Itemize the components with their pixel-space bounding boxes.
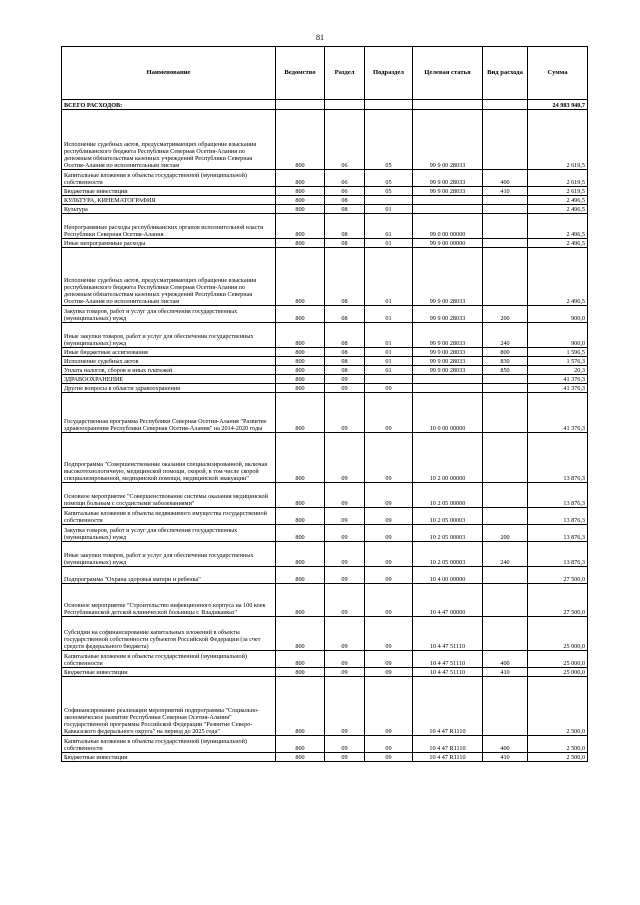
cell-target-article: 99 9 00 00000 — [413, 239, 483, 248]
cell-razdel: 08 — [325, 323, 365, 348]
cell-target-article — [413, 205, 483, 214]
cell-razdel — [325, 100, 365, 110]
table-row — [62, 323, 588, 348]
cell-target-article: 99 9 00 28033 — [413, 110, 483, 170]
cell-expense-type — [483, 214, 528, 239]
cell-target-article — [413, 100, 483, 110]
cell-name: Непрограммные расходы республиканских органов исполнительной власти Республики Северная Осетия-Алания — [62, 214, 276, 239]
table-row — [62, 483, 588, 508]
cell-vedomstvo: 800 — [276, 239, 325, 248]
cell-name: Основное мероприятие "Совершенствование системы оказания медицинской помощи больным с сосудистыми заболеваниями" — [62, 483, 276, 508]
cell-expense-type — [483, 677, 528, 736]
table-row — [62, 508, 588, 525]
cell-name: Софинансирование реализации мероприятий подпрограммы "Социально-экономическое развитие Республики Северная Осетия-Алания" государственной программы Российской Федерации "Развитие Северо-Кавказского федерального округа" на период до 2025 года" — [62, 677, 276, 736]
cell-target-article: 99 9 00 28033 — [413, 323, 483, 348]
table-row — [62, 584, 588, 617]
header-target-article: Целевая статья — [413, 47, 483, 100]
cell-podrazdel: 01 — [365, 214, 413, 239]
cell-podrazdel: 01 — [365, 306, 413, 323]
budget-table — [61, 46, 588, 762]
cell-expense-type — [483, 110, 528, 170]
cell-vedomstvo: 800 — [276, 677, 325, 736]
header-razdel: Раздел — [325, 47, 365, 100]
cell-razdel: 09 — [325, 384, 365, 393]
table-row — [62, 753, 588, 762]
cell-vedomstvo: 800 — [276, 753, 325, 762]
cell-podrazdel: 09 — [365, 393, 413, 433]
cell-expense-type — [483, 567, 528, 584]
table-row — [62, 366, 588, 375]
cell-razdel: 06 — [325, 170, 365, 187]
cell-expense-type — [483, 617, 528, 651]
cell-target-article: 99 9 00 28033 — [413, 248, 483, 306]
cell-razdel: 09 — [325, 525, 365, 542]
page-number: 81 — [316, 33, 324, 42]
cell-razdel: 08 — [325, 196, 365, 205]
cell-vedomstvo: 800 — [276, 393, 325, 433]
cell-expense-type — [483, 205, 528, 214]
header-vedomstvo: Ведомство — [276, 47, 325, 100]
cell-podrazdel: 01 — [365, 239, 413, 248]
cell-target-article: 10 4 47 R1110 — [413, 736, 483, 753]
cell-sum: 41 376,3 — [528, 384, 588, 393]
table-row — [62, 393, 588, 433]
cell-vedomstvo: 800 — [276, 214, 325, 239]
cell-vedomstvo: 800 — [276, 617, 325, 651]
cell-razdel: 09 — [325, 393, 365, 433]
cell-name: Закупка товаров, работ и услуг для обеспечения государственных (муниципальных) нужд — [62, 525, 276, 542]
table-row — [62, 617, 588, 651]
cell-name: Культура — [62, 205, 276, 214]
cell-expense-type — [483, 584, 528, 617]
table-row — [62, 357, 588, 366]
cell-vedomstvo: 800 — [276, 375, 325, 384]
table-row — [62, 205, 588, 214]
cell-sum: 41 376,3 — [528, 375, 588, 384]
cell-podrazdel — [365, 196, 413, 205]
cell-expense-type — [483, 196, 528, 205]
cell-expense-type — [483, 100, 528, 110]
cell-razdel: 09 — [325, 617, 365, 651]
header-expense-type: Вид расхода — [483, 47, 528, 100]
table-row — [62, 248, 588, 306]
table-row — [62, 542, 588, 567]
cell-target-article: 10 4 47 R1110 — [413, 753, 483, 762]
cell-vedomstvo: 800 — [276, 651, 325, 668]
cell-target-article — [413, 375, 483, 384]
cell-target-article: 10 2 05 00003 — [413, 542, 483, 567]
cell-name: Подпрограмма "Совершенствование оказания специализированной, включая высокотехнологичную, медицинской помощи, скорой, в том числе скорой специализированной, медицинской помощи, медицинской эвакуации" — [62, 433, 276, 483]
cell-sum: 2 496,5 — [528, 248, 588, 306]
cell-razdel: 09 — [325, 753, 365, 762]
cell-podrazdel: 09 — [365, 677, 413, 736]
cell-name: Подпрограмма "Охрана здоровья матери и ребенка" — [62, 567, 276, 584]
cell-razdel: 09 — [325, 542, 365, 567]
cell-podrazdel: 01 — [365, 366, 413, 375]
cell-target-article: 99 9 00 28033 — [413, 366, 483, 375]
cell-sum: 2 496,5 — [528, 214, 588, 239]
table-row — [62, 196, 588, 205]
cell-name: Капитальные вложения в объекты недвижимого имущества государственной собственности — [62, 508, 276, 525]
cell-name: Уплата налогов, сборов и иных платежей — [62, 366, 276, 375]
cell-sum: 41 376,3 — [528, 393, 588, 433]
cell-sum: 2 496,5 — [528, 196, 588, 205]
table-row — [62, 736, 588, 753]
cell-razdel: 08 — [325, 348, 365, 357]
table-row — [62, 239, 588, 248]
table-row — [62, 651, 588, 668]
cell-target-article: 99 9 00 28033 — [413, 170, 483, 187]
cell-podrazdel: 09 — [365, 753, 413, 762]
header-sum: Сумма — [528, 47, 588, 100]
cell-target-article: 99 9 00 28033 — [413, 187, 483, 196]
cell-podrazdel — [365, 375, 413, 384]
cell-razdel: 09 — [325, 651, 365, 668]
table-row — [62, 567, 588, 584]
cell-sum: 13 876,3 — [528, 508, 588, 525]
cell-sum: 25 000,0 — [528, 668, 588, 677]
cell-target-article: 10 2 00 00000 — [413, 433, 483, 483]
cell-name: ВСЕГО РАСХОДОВ: — [62, 100, 276, 110]
cell-podrazdel: 01 — [365, 323, 413, 348]
cell-sum: 2 619,5 — [528, 170, 588, 187]
cell-razdel: 09 — [325, 584, 365, 617]
cell-name: Государственная программа Республики Северная Осетия-Алания "Развитие здравоохранения Республики Северная Осетия-Алания" на 2014-2020 годы — [62, 393, 276, 433]
cell-name: Капитальные вложения в объекты государственной (муниципальной) собственности — [62, 736, 276, 753]
cell-name: Закупка товаров, работ и услуг для обеспечения государственных (муниципальных) нужд — [62, 306, 276, 323]
cell-vedomstvo: 800 — [276, 567, 325, 584]
table-row — [62, 348, 588, 357]
cell-razdel: 09 — [325, 433, 365, 483]
cell-podrazdel: 05 — [365, 170, 413, 187]
cell-podrazdel: 09 — [365, 542, 413, 567]
cell-sum: 2 496,5 — [528, 205, 588, 214]
cell-vedomstvo: 800 — [276, 508, 325, 525]
cell-sum: 1 576,3 — [528, 357, 588, 366]
cell-expense-type: 200 — [483, 525, 528, 542]
cell-vedomstvo: 800 — [276, 584, 325, 617]
cell-name: Капитальные вложения в объекты государственной (муниципальной) собственности — [62, 170, 276, 187]
cell-podrazdel: 09 — [365, 508, 413, 525]
cell-vedomstvo: 800 — [276, 736, 325, 753]
cell-name: Исполнение судебных актов, предусматривающих обращение взыскания республиканского бюджета Республики Северная Осетия-Алания по денежным обязательствам казенных учреждений Республики Северная Осетия-Алания по исполнительным листам — [62, 110, 276, 170]
header-name: Наименование — [62, 47, 276, 100]
header-row — [62, 47, 588, 100]
cell-razdel: 09 — [325, 567, 365, 584]
cell-expense-type: 240 — [483, 542, 528, 567]
cell-target-article: 99 9 00 28033 — [413, 306, 483, 323]
cell-razdel: 09 — [325, 375, 365, 384]
cell-razdel: 09 — [325, 508, 365, 525]
table-row — [62, 187, 588, 196]
cell-expense-type — [483, 433, 528, 483]
cell-sum: 2 500,0 — [528, 677, 588, 736]
cell-name: Бюджетные инвестиции — [62, 668, 276, 677]
cell-vedomstvo: 800 — [276, 348, 325, 357]
cell-sum: 2 496,5 — [528, 239, 588, 248]
cell-vedomstvo: 800 — [276, 248, 325, 306]
cell-target-article: 10 2 05 00003 — [413, 525, 483, 542]
cell-sum: 2 500,0 — [528, 736, 588, 753]
cell-vedomstvo: 800 — [276, 525, 325, 542]
cell-name: Исполнение судебных актов — [62, 357, 276, 366]
cell-vedomstvo: 800 — [276, 384, 325, 393]
cell-podrazdel: 01 — [365, 348, 413, 357]
cell-name: Иные непрограммные расходы — [62, 239, 276, 248]
cell-vedomstvo: 800 — [276, 187, 325, 196]
table-row — [62, 384, 588, 393]
cell-razdel: 08 — [325, 306, 365, 323]
cell-vedomstvo: 800 — [276, 433, 325, 483]
cell-name: Бюджетные инвестиции — [62, 187, 276, 196]
cell-sum: 20,3 — [528, 366, 588, 375]
cell-podrazdel: 01 — [365, 248, 413, 306]
cell-vedomstvo: 800 — [276, 366, 325, 375]
cell-vedomstvo: 800 — [276, 306, 325, 323]
cell-razdel: 06 — [325, 187, 365, 196]
cell-expense-type: 410 — [483, 187, 528, 196]
cell-expense-type — [483, 483, 528, 508]
cell-expense-type — [483, 384, 528, 393]
cell-vedomstvo: 800 — [276, 323, 325, 348]
cell-razdel: 08 — [325, 214, 365, 239]
cell-name: КУЛЬТУРА, КИНЕМАТОГРАФИЯ — [62, 196, 276, 205]
cell-name: Иные бюджетные ассигнования — [62, 348, 276, 357]
header-podrazdel: Подраздел — [365, 47, 413, 100]
cell-target-article: 99 9 00 28033 — [413, 357, 483, 366]
cell-expense-type: 410 — [483, 668, 528, 677]
cell-podrazdel: 09 — [365, 617, 413, 651]
cell-razdel: 09 — [325, 483, 365, 508]
cell-expense-type: 400 — [483, 170, 528, 187]
cell-target-article: 10 4 47 51110 — [413, 617, 483, 651]
cell-sum: 25 000,0 — [528, 651, 588, 668]
cell-vedomstvo: 800 — [276, 357, 325, 366]
cell-podrazdel: 09 — [365, 584, 413, 617]
cell-podrazdel: 09 — [365, 384, 413, 393]
table-row — [62, 170, 588, 187]
cell-expense-type — [483, 248, 528, 306]
cell-expense-type: 850 — [483, 366, 528, 375]
table-row — [62, 375, 588, 384]
cell-expense-type: 400 — [483, 651, 528, 668]
table-row — [62, 214, 588, 239]
cell-expense-type — [483, 375, 528, 384]
cell-name: Другие вопросы в области здравоохранения — [62, 384, 276, 393]
cell-vedomstvo: 800 — [276, 483, 325, 508]
cell-sum: 1 596,5 — [528, 348, 588, 357]
cell-podrazdel: 09 — [365, 736, 413, 753]
cell-expense-type — [483, 239, 528, 248]
cell-expense-type — [483, 508, 528, 525]
cell-vedomstvo: 800 — [276, 196, 325, 205]
cell-target-article: 99 0 00 00000 — [413, 214, 483, 239]
cell-target-article: 99 9 00 28033 — [413, 348, 483, 357]
cell-name: Бюджетные инвестиции — [62, 753, 276, 762]
cell-expense-type — [483, 393, 528, 433]
cell-podrazdel: 09 — [365, 668, 413, 677]
table-row — [62, 100, 588, 110]
cell-target-article — [413, 196, 483, 205]
cell-podrazdel: 05 — [365, 110, 413, 170]
cell-sum: 13 876,3 — [528, 433, 588, 483]
cell-podrazdel — [365, 100, 413, 110]
cell-target-article: 10 4 00 00000 — [413, 567, 483, 584]
cell-target-article: 10 4 47 00000 — [413, 584, 483, 617]
cell-name: Иные закупки товаров, работ и услуг для обеспечения государственных (муниципальных) нужд — [62, 542, 276, 567]
cell-razdel: 08 — [325, 239, 365, 248]
cell-vedomstvo: 800 — [276, 205, 325, 214]
cell-sum: 2 619,5 — [528, 187, 588, 196]
table-row — [62, 525, 588, 542]
cell-target-article: 10 4 47 R1110 — [413, 677, 483, 736]
cell-sum: 13 876,3 — [528, 542, 588, 567]
cell-target-article: 10 4 47 51110 — [413, 668, 483, 677]
cell-sum: 13 876,3 — [528, 483, 588, 508]
cell-vedomstvo — [276, 100, 325, 110]
cell-podrazdel: 09 — [365, 433, 413, 483]
cell-name: Исполнение судебных актов, предусматривающих обращение взыскания республиканского бюджета Республики Северная Осетия-Алания по денежным обязательствам казенных учреждений Республики Северная Осетия-Алания по исполнительным листам — [62, 248, 276, 306]
cell-podrazdel: 05 — [365, 187, 413, 196]
cell-target-article: 10 2 05 00000 — [413, 483, 483, 508]
cell-podrazdel: 09 — [365, 483, 413, 508]
cell-name: Субсидии на софинансирование капитальных вложений в объекты государственной собственности субъектов Российской Федерации (за счет средств федерального бюджета) — [62, 617, 276, 651]
cell-target-article: 10 0 00 00000 — [413, 393, 483, 433]
cell-sum: 25 000,0 — [528, 617, 588, 651]
cell-razdel: 06 — [325, 110, 365, 170]
cell-sum: 900,0 — [528, 323, 588, 348]
cell-razdel: 08 — [325, 205, 365, 214]
cell-razdel: 09 — [325, 736, 365, 753]
cell-target-article — [413, 384, 483, 393]
cell-vedomstvo: 800 — [276, 668, 325, 677]
cell-podrazdel: 09 — [365, 525, 413, 542]
cell-expense-type: 400 — [483, 736, 528, 753]
cell-expense-type: 240 — [483, 323, 528, 348]
cell-podrazdel: 09 — [365, 651, 413, 668]
cell-name: Капитальные вложения в объекты государственной (муниципальной) собственности — [62, 651, 276, 668]
table-row — [62, 677, 588, 736]
cell-podrazdel: 01 — [365, 205, 413, 214]
cell-sum: 27 500,0 — [528, 584, 588, 617]
cell-expense-type: 800 — [483, 348, 528, 357]
cell-vedomstvo: 800 — [276, 110, 325, 170]
cell-sum: 27 500,0 — [528, 567, 588, 584]
cell-target-article: 10 2 05 00003 — [413, 508, 483, 525]
cell-name: Основное мероприятие "Строительство инфекционного корпуса на 100 коек Республиканской детской клинической больницы г. Владикавказ" — [62, 584, 276, 617]
cell-name: Иные закупки товаров, работ и услуг для обеспечения государственных (муниципальных) нужд — [62, 323, 276, 348]
cell-expense-type: 830 — [483, 357, 528, 366]
table-row — [62, 668, 588, 677]
cell-name: ЗДРАВООХРАНЕНИЕ — [62, 375, 276, 384]
table-row — [62, 433, 588, 483]
cell-vedomstvo: 800 — [276, 542, 325, 567]
table-row — [62, 110, 588, 170]
table-row — [62, 306, 588, 323]
table-body — [62, 100, 588, 762]
cell-razdel: 08 — [325, 248, 365, 306]
cell-razdel: 09 — [325, 677, 365, 736]
cell-expense-type: 410 — [483, 753, 528, 762]
cell-razdel: 09 — [325, 668, 365, 677]
cell-sum: 900,0 — [528, 306, 588, 323]
cell-razdel: 08 — [325, 366, 365, 375]
cell-sum: 2 619,5 — [528, 110, 588, 170]
cell-podrazdel: 01 — [365, 357, 413, 366]
cell-sum: 2 500,0 — [528, 753, 588, 762]
cell-razdel: 08 — [325, 357, 365, 366]
cell-podrazdel: 09 — [365, 567, 413, 584]
cell-sum: 24 983 940,7 — [528, 100, 588, 110]
cell-target-article: 10 4 47 51110 — [413, 651, 483, 668]
cell-sum: 13 876,3 — [528, 525, 588, 542]
cell-expense-type: 200 — [483, 306, 528, 323]
cell-vedomstvo: 800 — [276, 170, 325, 187]
